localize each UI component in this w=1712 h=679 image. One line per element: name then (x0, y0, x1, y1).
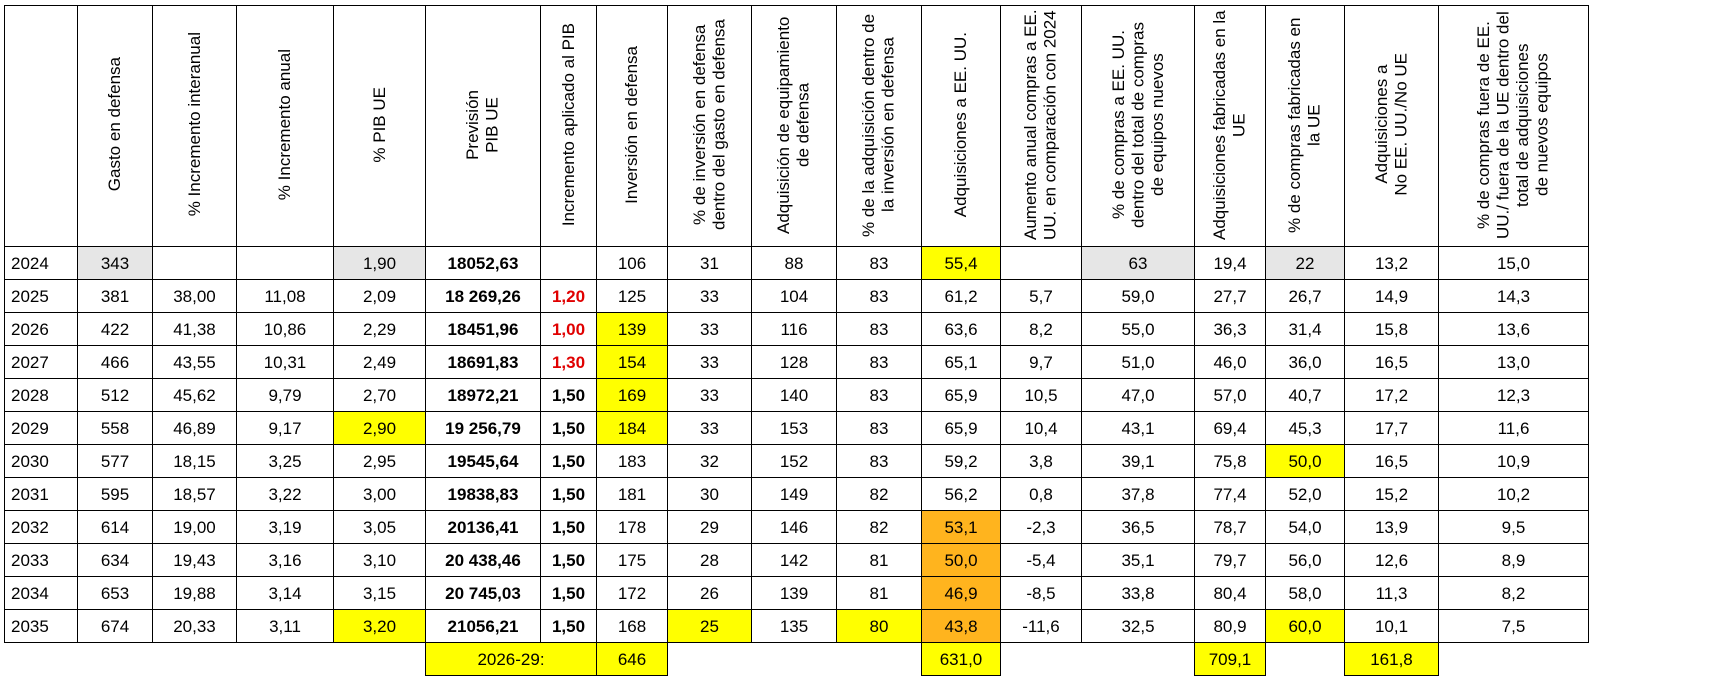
year-cell: 2024 (5, 247, 78, 280)
table-cell: 653 (78, 577, 153, 610)
table-cell: 1,90 (334, 247, 426, 280)
table-cell: 77,4 (1195, 478, 1266, 511)
header-prevision-pib: Previsión PIB UE (426, 6, 541, 247)
table-cell: 9,7 (1001, 346, 1082, 379)
table-cell: 15,8 (1345, 313, 1439, 346)
table-cell: 41,38 (153, 313, 237, 346)
table-cell: 38,00 (153, 280, 237, 313)
table-cell: 142 (752, 544, 837, 577)
table-cell: 9,79 (237, 379, 334, 412)
table-cell: 116 (752, 313, 837, 346)
table-cell: 56,2 (922, 478, 1001, 511)
table-cell: 1,50 (541, 412, 597, 445)
totals-spacer (1001, 643, 1195, 676)
table-cell: 422 (78, 313, 153, 346)
table-cell: 36,0 (1266, 346, 1345, 379)
table-cell: 39,1 (1082, 445, 1195, 478)
totals-fabricadas-ue: 709,1 (1195, 643, 1266, 676)
year-cell: 2030 (5, 445, 78, 478)
defense-spending-table (4, 5, 1589, 676)
table-cell: -8,5 (1001, 577, 1082, 610)
table-cell: 18691,83 (426, 346, 541, 379)
table-cell: 40,7 (1266, 379, 1345, 412)
table-cell: 65,1 (922, 346, 1001, 379)
table-cell: 33 (668, 412, 752, 445)
table-cell: 61,2 (922, 280, 1001, 313)
table-cell: 83 (837, 247, 922, 280)
table-cell: 8,2 (1439, 577, 1589, 610)
table-cell: 21056,21 (426, 610, 541, 643)
table-cell: 2,70 (334, 379, 426, 412)
year-cell: 2032 (5, 511, 78, 544)
table-cell: 16,5 (1345, 445, 1439, 478)
table-cell: -11,6 (1001, 610, 1082, 643)
header-aumento-eeuu: Aumento anual compras a EE. UU. en comparación con 2024 (1001, 6, 1082, 247)
table-cell: 50,0 (922, 544, 1001, 577)
table-cell: 18 269,26 (426, 280, 541, 313)
table-cell: 558 (78, 412, 153, 445)
table-cell: 15,0 (1439, 247, 1589, 280)
table-cell: 674 (78, 610, 153, 643)
table-cell: 1,00 (541, 313, 597, 346)
year-cell: 2034 (5, 577, 78, 610)
totals-row (5, 643, 1589, 676)
table-cell: 19 256,79 (426, 412, 541, 445)
table-cell: 43,1 (1082, 412, 1195, 445)
table-cell (541, 247, 597, 280)
table-cell: 26,7 (1266, 280, 1345, 313)
table-cell: 343 (78, 247, 153, 280)
table-cell: 18,15 (153, 445, 237, 478)
table-cell: 104 (752, 280, 837, 313)
table-row (5, 379, 1589, 412)
year-cell: 2029 (5, 412, 78, 445)
table-cell: 14,3 (1439, 280, 1589, 313)
table-cell: 10,2 (1439, 478, 1589, 511)
table-cell: 3,14 (237, 577, 334, 610)
header-row (5, 6, 1589, 247)
header-pib-ue: % PIB UE (334, 6, 426, 247)
table-cell: 169 (597, 379, 668, 412)
header-incremento-aplicado: Incremento aplicado al PIB (541, 6, 597, 247)
header-pct-fabricadas-ue: % de compras fabricadas en la UE (1266, 6, 1345, 247)
table-cell: 10,86 (237, 313, 334, 346)
table-cell: 168 (597, 610, 668, 643)
table-cell: 81 (837, 544, 922, 577)
table-cell: 128 (752, 346, 837, 379)
table-cell (153, 247, 237, 280)
table-cell: 80 (837, 610, 922, 643)
table-cell: 55,4 (922, 247, 1001, 280)
table-cell: 11,08 (237, 280, 334, 313)
table-cell: 19,43 (153, 544, 237, 577)
totals-inversion: 646 (597, 643, 668, 676)
header-pct-fuera: % de compras fuera de EE. UU./ fuera de la UE dentro del total de adquisiciones de nuevos equipos (1439, 6, 1589, 247)
table-cell: 33 (668, 346, 752, 379)
table-cell: 181 (597, 478, 668, 511)
year-cell: 2035 (5, 610, 78, 643)
table-cell: 18052,63 (426, 247, 541, 280)
table-cell: 18451,96 (426, 313, 541, 346)
table-cell: 0,8 (1001, 478, 1082, 511)
table-cell: 81 (837, 577, 922, 610)
table-cell: 178 (597, 511, 668, 544)
table-cell: 50,0 (1266, 445, 1345, 478)
table-row (5, 445, 1589, 478)
header-adquisicion-equipamiento: Adquisición de equipamiento de defensa (752, 6, 837, 247)
table-cell: 33 (668, 280, 752, 313)
table-cell: 1,50 (541, 478, 597, 511)
table-cell: 15,2 (1345, 478, 1439, 511)
table-cell: -5,4 (1001, 544, 1082, 577)
table-cell: 183 (597, 445, 668, 478)
table-cell: 79,7 (1195, 544, 1266, 577)
table-cell: 83 (837, 313, 922, 346)
table-row (5, 280, 1589, 313)
table-cell: 3,05 (334, 511, 426, 544)
table-cell: 65,9 (922, 412, 1001, 445)
table-cell: 3,25 (237, 445, 334, 478)
table-cell: 149 (752, 478, 837, 511)
table-cell: 172 (597, 577, 668, 610)
table-cell: 83 (837, 346, 922, 379)
table-cell: 10,9 (1439, 445, 1589, 478)
table-row (5, 478, 1589, 511)
header-no-eeuu-no-ue: Adquisiciones a No EE. UU./No UE (1345, 6, 1439, 247)
table-cell: 13,9 (1345, 511, 1439, 544)
year-cell: 2027 (5, 346, 78, 379)
table-body (5, 247, 1589, 643)
table-cell: 69,4 (1195, 412, 1266, 445)
table-cell: 59,0 (1082, 280, 1195, 313)
table-cell: 37,8 (1082, 478, 1195, 511)
table-cell: 2,49 (334, 346, 426, 379)
table-cell: 20136,41 (426, 511, 541, 544)
table-cell: 1,20 (541, 280, 597, 313)
table-cell: 8,2 (1001, 313, 1082, 346)
table-cell: 125 (597, 280, 668, 313)
table-cell: 30 (668, 478, 752, 511)
table-cell: 83 (837, 280, 922, 313)
table-cell: 31 (668, 247, 752, 280)
table-cell: 3,19 (237, 511, 334, 544)
table-cell: 46,0 (1195, 346, 1266, 379)
table-row (5, 313, 1589, 346)
header-pct-compras-eeuu: % de compras a EE. UU. dentro del total de compras de equipos nuevos (1082, 6, 1195, 247)
table-cell: 20,33 (153, 610, 237, 643)
table-cell: 13,2 (1345, 247, 1439, 280)
header-inversion: Inversión en defensa (597, 6, 668, 247)
table-cell: 10,4 (1001, 412, 1082, 445)
table-cell: 27,7 (1195, 280, 1266, 313)
table-cell (1001, 247, 1082, 280)
table-cell: 55,0 (1082, 313, 1195, 346)
table-cell: 26 (668, 577, 752, 610)
totals-label: 2026-29: (426, 643, 597, 676)
table-cell: 10,1 (1345, 610, 1439, 643)
table-cell: 88 (752, 247, 837, 280)
table-cell: 140 (752, 379, 837, 412)
header-pct-inversion: % de inversión en defensa dentro del gasto en defensa (668, 6, 752, 247)
totals-spacer (668, 643, 922, 676)
table-cell: 19,4 (1195, 247, 1266, 280)
table-cell: 2,90 (334, 412, 426, 445)
table-cell: 17,2 (1345, 379, 1439, 412)
table-cell: 152 (752, 445, 837, 478)
table-cell: 80,9 (1195, 610, 1266, 643)
table-cell: 2,95 (334, 445, 426, 478)
table-cell: 60,0 (1266, 610, 1345, 643)
table-cell: 83 (837, 412, 922, 445)
table-row (5, 610, 1589, 643)
table-cell: 19,00 (153, 511, 237, 544)
year-cell: 2033 (5, 544, 78, 577)
table-cell: 59,2 (922, 445, 1001, 478)
table-cell: 139 (752, 577, 837, 610)
year-cell: 2028 (5, 379, 78, 412)
table-cell: 25 (668, 610, 752, 643)
table-cell: 18972,21 (426, 379, 541, 412)
table-row (5, 346, 1589, 379)
year-cell: 2026 (5, 313, 78, 346)
table-cell: 65,9 (922, 379, 1001, 412)
table-cell: 63 (1082, 247, 1195, 280)
table-cell: 35,1 (1082, 544, 1195, 577)
table-cell: -2,3 (1001, 511, 1082, 544)
table-cell: 13,6 (1439, 313, 1589, 346)
totals-spacer (1266, 643, 1345, 676)
table-cell: 3,00 (334, 478, 426, 511)
table-cell: 19545,64 (426, 445, 541, 478)
table-cell: 83 (837, 379, 922, 412)
totals-spacer (5, 643, 426, 676)
table-cell: 381 (78, 280, 153, 313)
table-cell (237, 247, 334, 280)
header-incremento-anual: % Incremento anual (237, 6, 334, 247)
table-cell: 80,4 (1195, 577, 1266, 610)
table-cell: 32 (668, 445, 752, 478)
table-cell: 106 (597, 247, 668, 280)
table-cell: 1,50 (541, 577, 597, 610)
table-cell: 7,5 (1439, 610, 1589, 643)
table-cell: 43,8 (922, 610, 1001, 643)
table-cell: 45,3 (1266, 412, 1345, 445)
header-gasto: Gasto en defensa (78, 6, 153, 247)
table-cell: 17,7 (1345, 412, 1439, 445)
table-cell: 58,0 (1266, 577, 1345, 610)
table-cell: 20 745,03 (426, 577, 541, 610)
table-cell: 2,09 (334, 280, 426, 313)
table-cell: 33 (668, 379, 752, 412)
header-adquisiciones-eeuu: Adquisiciones a EE. UU. (922, 6, 1001, 247)
table-cell: 3,8 (1001, 445, 1082, 478)
table-cell: 63,6 (922, 313, 1001, 346)
table-cell: 46,89 (153, 412, 237, 445)
table-cell: 10,5 (1001, 379, 1082, 412)
table-cell: 83 (837, 445, 922, 478)
table-cell: 12,3 (1439, 379, 1589, 412)
table-cell: 75,8 (1195, 445, 1266, 478)
table-cell: 19,88 (153, 577, 237, 610)
table-row (5, 577, 1589, 610)
table-cell: 3,22 (237, 478, 334, 511)
totals-spacer (1439, 643, 1589, 676)
table-cell: 1,30 (541, 346, 597, 379)
table-cell: 3,10 (334, 544, 426, 577)
table-cell: 16,5 (1345, 346, 1439, 379)
table-cell: 32,5 (1082, 610, 1195, 643)
table-cell: 10,31 (237, 346, 334, 379)
table-cell: 1,50 (541, 544, 597, 577)
table-cell: 9,5 (1439, 511, 1589, 544)
table-cell: 33 (668, 313, 752, 346)
table-cell: 82 (837, 511, 922, 544)
table-cell: 52,0 (1266, 478, 1345, 511)
table-cell: 47,0 (1082, 379, 1195, 412)
table-cell: 29 (668, 511, 752, 544)
table-cell: 3,11 (237, 610, 334, 643)
table-cell: 3,16 (237, 544, 334, 577)
table-cell: 11,3 (1345, 577, 1439, 610)
table-cell: 43,55 (153, 346, 237, 379)
table-cell: 512 (78, 379, 153, 412)
header-fabricadas-ue: Adquisiciones fabricadas en la UE (1195, 6, 1266, 247)
table-row (5, 511, 1589, 544)
table-cell: 13,0 (1439, 346, 1589, 379)
header-pct-adquisicion: % de la adquisición dentro de la inversión en defensa (837, 6, 922, 247)
table-cell: 5,7 (1001, 280, 1082, 313)
table-cell: 2,29 (334, 313, 426, 346)
table-cell: 22 (1266, 247, 1345, 280)
table-cell: 36,3 (1195, 313, 1266, 346)
totals-adquisiciones-eeuu: 631,0 (922, 643, 1001, 676)
header-year-cell (5, 6, 78, 247)
table-cell: 56,0 (1266, 544, 1345, 577)
table-cell: 78,7 (1195, 511, 1266, 544)
table-cell: 8,9 (1439, 544, 1589, 577)
table-cell: 1,50 (541, 511, 597, 544)
table-cell: 14,9 (1345, 280, 1439, 313)
table-cell: 28 (668, 544, 752, 577)
table-cell: 595 (78, 478, 153, 511)
table-cell: 12,6 (1345, 544, 1439, 577)
table-cell: 45,62 (153, 379, 237, 412)
table-cell: 18,57 (153, 478, 237, 511)
table-cell: 1,50 (541, 445, 597, 478)
table-cell: 3,20 (334, 610, 426, 643)
totals-no-eeuu-no-ue: 161,8 (1345, 643, 1439, 676)
table-cell: 175 (597, 544, 668, 577)
header-incremento-interanual: % Incremento interanual (153, 6, 237, 247)
table-cell: 3,15 (334, 577, 426, 610)
table-cell: 36,5 (1082, 511, 1195, 544)
table-cell: 634 (78, 544, 153, 577)
table-cell: 153 (752, 412, 837, 445)
table-cell: 466 (78, 346, 153, 379)
table-cell: 82 (837, 478, 922, 511)
year-cell: 2031 (5, 478, 78, 511)
table-cell: 19838,83 (426, 478, 541, 511)
table-cell: 184 (597, 412, 668, 445)
table-cell: 54,0 (1266, 511, 1345, 544)
table-cell: 135 (752, 610, 837, 643)
table-cell: 139 (597, 313, 668, 346)
table-cell: 577 (78, 445, 153, 478)
table-cell: 51,0 (1082, 346, 1195, 379)
table-cell: 154 (597, 346, 668, 379)
table-row (5, 544, 1589, 577)
table-cell: 57,0 (1195, 379, 1266, 412)
year-cell: 2025 (5, 280, 78, 313)
table-cell: 31,4 (1266, 313, 1345, 346)
table-cell: 614 (78, 511, 153, 544)
table-cell: 33,8 (1082, 577, 1195, 610)
table-row (5, 412, 1589, 445)
table-cell: 20 438,46 (426, 544, 541, 577)
table-cell: 53,1 (922, 511, 1001, 544)
table-cell: 46,9 (922, 577, 1001, 610)
table-row (5, 247, 1589, 280)
table-cell: 11,6 (1439, 412, 1589, 445)
table-cell: 1,50 (541, 610, 597, 643)
table-cell: 9,17 (237, 412, 334, 445)
table-cell: 146 (752, 511, 837, 544)
table-cell: 1,50 (541, 379, 597, 412)
